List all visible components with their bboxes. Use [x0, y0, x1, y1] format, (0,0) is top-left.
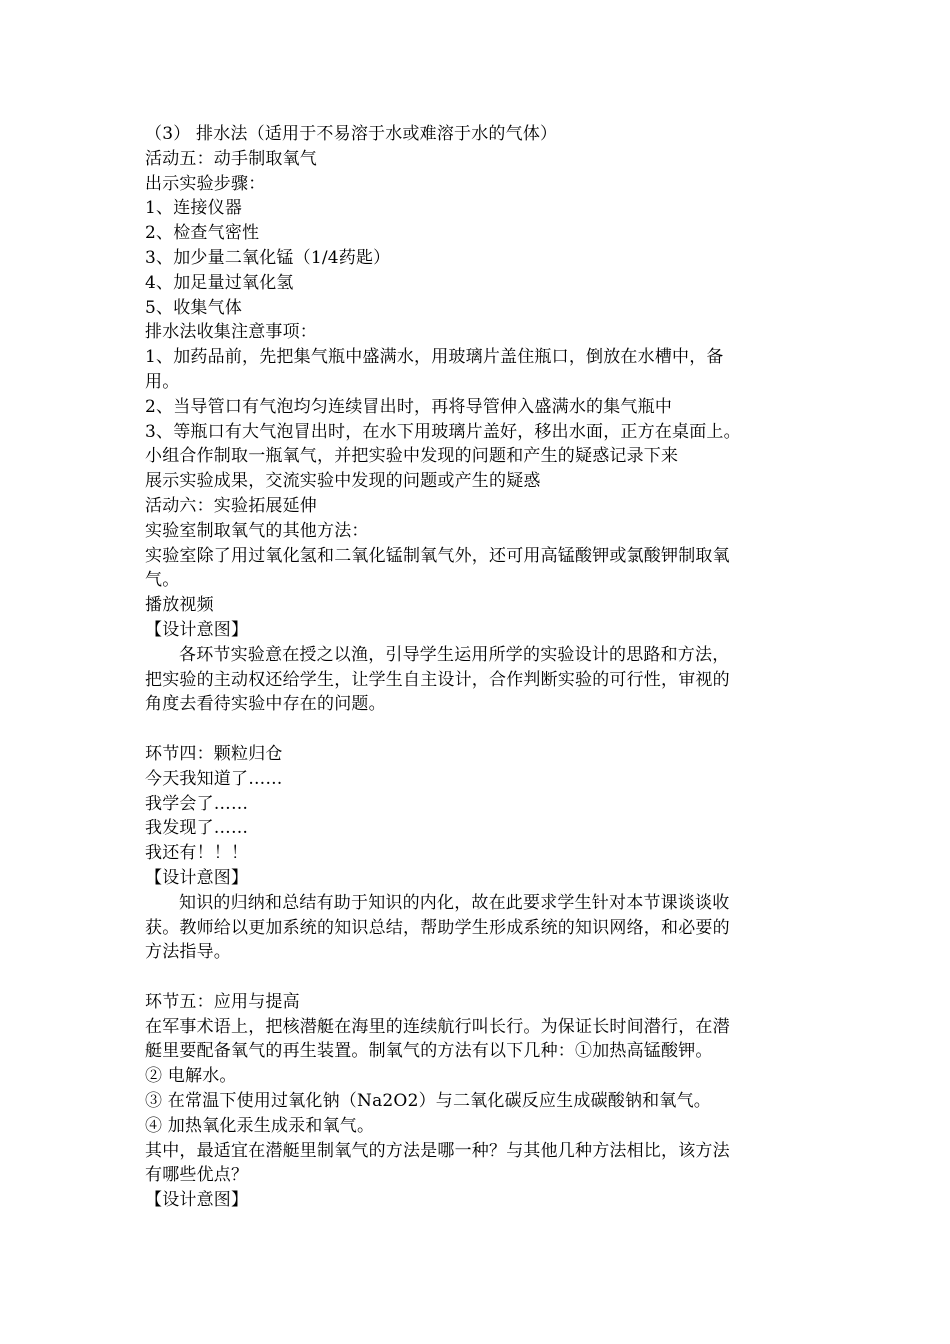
blank-line — [145, 965, 805, 990]
step-item: 5、收集气体 — [145, 297, 243, 318]
note-item: 2、当导管口有气泡均匀连续冒出时，再将导管伸入盛满水的集气瓶中 — [145, 396, 673, 417]
section-five-heading: 环节五：应用与提高 — [145, 991, 300, 1012]
paragraph-line: 实验室除了用过氧化氢和二氧化锰制氧气外，还可用高锰酸钾或氯酸钾制取氧 — [145, 545, 730, 566]
paragraph-line: 气。 — [145, 570, 180, 591]
paragraph-line: 各环节实验意在授之以渔，引导学生运用所学的实验设计的思路和方法， — [179, 644, 730, 665]
paragraph-line: 获。教师给以更加系统的知识总结，帮助学生形成系统的知识网络，和必要的 — [145, 917, 730, 938]
section-four-heading: 环节四：颗粒归仓 — [145, 743, 283, 764]
option-item: ④ 加热氧化汞生成汞和氧气。 — [145, 1115, 375, 1136]
paragraph-line: 我还有！！！ — [145, 843, 249, 864]
option-item: ② 电解水。 — [145, 1066, 237, 1087]
design-intent-heading: 【设计意图】 — [145, 619, 249, 640]
paragraph-line: 艇里要配备氧气的再生装置。制氧气的方法有以下几种：①加热高锰酸钾。 — [145, 1041, 713, 1062]
note-item: 3、等瓶口有大气泡冒出时，在水下用玻璃片盖好，移出水面，正方在桌面上。 — [145, 421, 741, 442]
method-heading: （3） 排水法（适用于不易溶于水或难溶于水的气体） — [145, 124, 558, 144]
note-item: 1、加药品前，先把集气瓶中盛满水，用玻璃片盖住瓶口，倒放在水槽中，备 — [145, 347, 724, 368]
option-item: ③ 在常温下使用过氧化钠（Na2O2）与二氧化碳反应生成碳酸钠和氧气。 — [145, 1091, 711, 1112]
paragraph-line: 小组合作制取一瓶氧气，并把实验中发现的问题和产生的疑惑记录下来 — [145, 446, 679, 467]
paragraph-line: 角度去看待实验中存在的问题。 — [145, 694, 386, 715]
paragraph-line: 在军事术语上，把核潜艇在海里的连续航行叫长行。为保证长时间潜行，在潜 — [145, 1016, 730, 1037]
step-item: 2、检查气密性 — [145, 223, 260, 244]
activity-five-heading: 活动五：动手制取氧气 — [145, 148, 317, 169]
paragraph-line: 我学会了…… — [145, 793, 249, 814]
activity-six-heading: 活动六：实验拓展延伸 — [145, 495, 317, 516]
paragraph-line: 今天我知道了…… — [145, 768, 283, 789]
notes-heading: 排水法收集注意事项： — [145, 322, 317, 343]
step-item: 3、加少量二氧化锰（1/4药匙） — [145, 247, 391, 268]
paragraph-line: 有哪些优点？ — [145, 1165, 249, 1186]
document-body — [145, 122, 805, 1213]
design-intent-heading: 【设计意图】 — [145, 867, 249, 888]
step-item: 1、连接仪器 — [145, 198, 243, 219]
paragraph-line: 方法指导。 — [145, 942, 231, 963]
paragraph-line: 实验室制取氧气的其他方法： — [145, 520, 369, 541]
paragraph-line: 我发现了…… — [145, 818, 249, 839]
paragraph-line: 知识的归纳和总结有助于知识的内化，故在此要求学生针对本节课谈谈收 — [179, 892, 730, 913]
paragraph-line: 播放视频 — [145, 595, 214, 616]
paragraph-line: 其中，最适宜在潜艇里制氧气的方法是哪一种？与其他几种方法相比，该方法 — [145, 1140, 730, 1161]
step-item: 4、加足量过氧化氢 — [145, 272, 294, 293]
note-item-continued: 用。 — [145, 371, 180, 392]
paragraph-line: 把实验的主动权还给学生，让学生自主设计，合作判断实验的可行性，审视的 — [145, 669, 730, 690]
blank-line — [145, 717, 805, 742]
steps-heading: 出示实验步骤： — [145, 173, 266, 194]
design-intent-heading: 【设计意图】 — [145, 1190, 249, 1211]
paragraph-line: 展示实验成果，交流实验中发现的问题或产生的疑惑 — [145, 471, 541, 492]
